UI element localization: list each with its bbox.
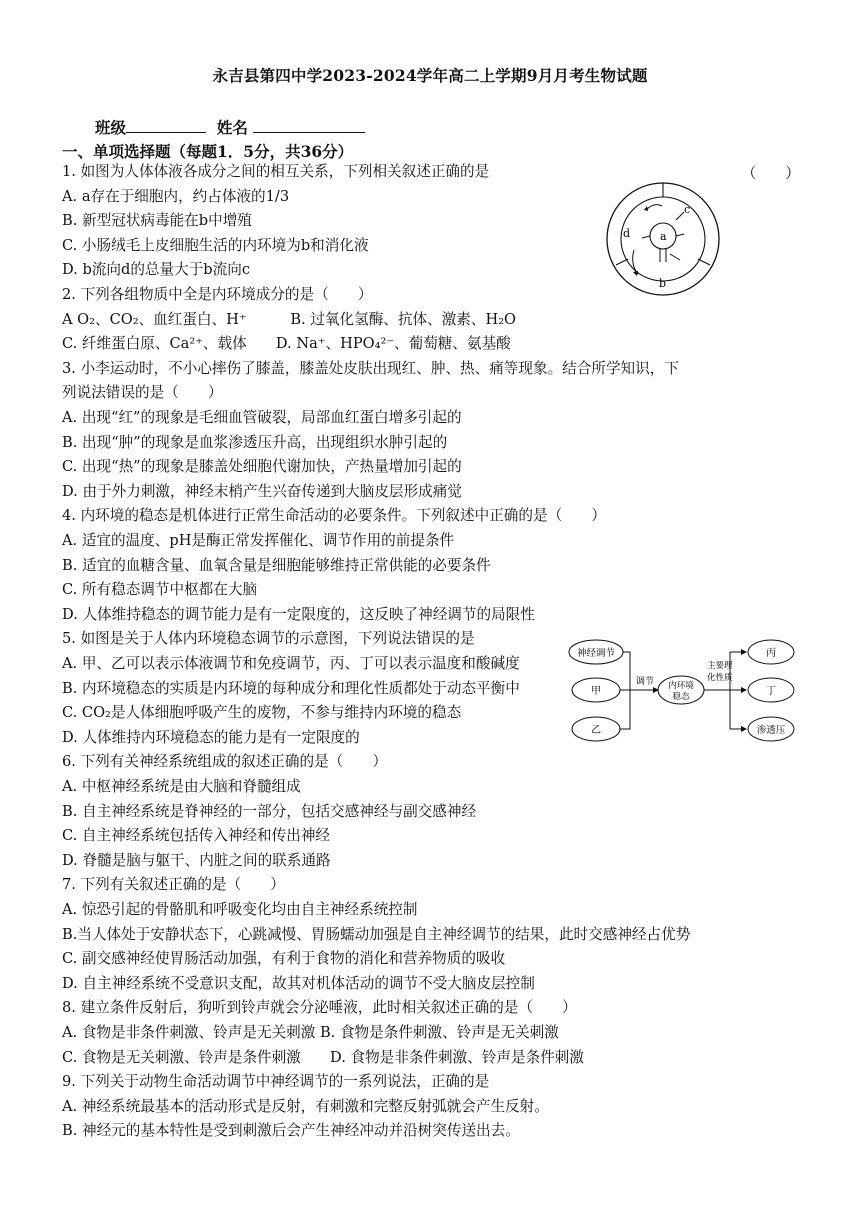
- question-line: D. 自主神经系统不受意识支配，故其对机体活动的调节不受大脑皮层控制: [62, 974, 535, 992]
- question-line: D. 由于外力刺激，神经末梢产生兴奋传递到大脑皮层形成痛觉: [62, 482, 462, 500]
- student-info-line: [95, 116, 365, 138]
- question-line: B.当人体处于安静状态下，心跳减慢、胃肠蠕动加强是自主神经调节的结果，此时交感神经占优势: [62, 925, 691, 943]
- question-line: 8. 建立条件反射后，狗听到铃声就会分泌唾液，此时相关叙述正确的是（ ）: [62, 999, 577, 1017]
- question-line: A. 出现“红”的现象是毛细血管破裂，局部血红蛋白增多引起的: [62, 409, 462, 426]
- question-line: B. 内环境稳态的实质是内环境的每种成分和理化性质都处于动态平衡中: [62, 679, 520, 697]
- question-line: C. 食物是无关刺激、铃声是条件刺激 D. 食物是非条件刺激、铃声是条件刺激: [62, 1048, 584, 1066]
- question-line: D. b流向d的总量大于b流向c: [62, 261, 251, 279]
- arrows-down: [660, 248, 666, 262]
- arrow-head-left: [633, 271, 638, 276]
- question-line: A. 中枢神经系统是由大脑和脊髓组成: [62, 778, 301, 795]
- question-line: C. 自主神经系统包括传入神经和传出神经: [62, 827, 331, 845]
- question-line: C. 小肠绒毛上皮细胞生活的内环境为b和消化液: [62, 236, 369, 254]
- label-c: c: [684, 203, 691, 216]
- node-osmotic-label: 渗透压: [756, 725, 786, 736]
- question-line: C. 纤维蛋白原、Ca²⁺、载体 D. Na⁺、HPO₄²⁻、葡萄糖、氨基酸: [62, 335, 511, 353]
- node-jia-label: 甲: [591, 686, 601, 697]
- arrow-left: [633, 250, 638, 274]
- question-line: C. 副交感神经使胃肠活动加强，有利于食物的消化和营养物质的吸收: [62, 950, 506, 968]
- question-line: C. CO₂是人体细胞呼吸产生的废物，不参与维持内环境的稳态: [62, 704, 462, 722]
- question-line: 5. 如图是关于人体内环境稳态调节的示意图，下列说法错误的是: [62, 630, 475, 648]
- label-a: a: [660, 230, 667, 243]
- class-blank[interactable]: [126, 118, 206, 133]
- question-line: B. 出现“肿”的现象是血浆渗透压升高，出现组织水肿引起的: [62, 433, 448, 451]
- answer-paren: （ ）: [741, 165, 800, 182]
- question-line: A. 甲、乙可以表示体液调节和免疫调节，丙、丁可以表示温度和酸碱度: [62, 655, 520, 672]
- label-props-2: 化性质: [707, 673, 733, 683]
- question-line: A. 适宜的温度、pH是酶正常发挥催化、调节作用的前提条件: [62, 532, 455, 549]
- section-heading: 一、单项选择题（每题1．5分，共36分）: [62, 142, 354, 161]
- node-shenjing-label: 神经调节: [576, 648, 616, 659]
- node-yi-label: 乙: [591, 725, 601, 736]
- label-d: d: [623, 227, 631, 240]
- name-blank[interactable]: [253, 118, 365, 133]
- question-line: A. 惊恐引起的骨骼肌和呼吸变化均由自主神经系统控制: [62, 901, 418, 918]
- divider-right: [698, 259, 710, 265]
- question-line: 9. 下列关于动物生命活动调节中神经调节的一系列说法，正确的是: [62, 1073, 490, 1091]
- arrow-head-top: [644, 206, 648, 211]
- question-line: D. 脊髓是脑与躯干、内脏之间的联系通路: [62, 851, 331, 869]
- node-homeostasis-label: 内环境: [668, 681, 694, 691]
- body-fluid-diagram: [604, 180, 722, 298]
- question-line: A. 神经系统最基本的活动形式是反射，有刺激和完整反射弧就会产生反射。: [62, 1097, 549, 1115]
- question-line: A O₂、CO₂、血红蛋白、H⁺ B. 过氧化氢酶、抗体、激素、H₂O: [62, 310, 517, 328]
- question-line: 1. 如图为人体体液各成分之间的相互关系，下列相关叙述正确的是: [62, 163, 490, 180]
- node-bing-label: 丙: [766, 648, 776, 659]
- question-line: D. 人体维持稳态的调节能力是有一定限度的，这反映了神经调节的局限性: [62, 605, 535, 623]
- question-line: B. 神经元的基本特性是受到刺激后会产生神经冲动并沿树突传送出去。: [62, 1122, 520, 1140]
- arrow-top: [646, 205, 662, 210]
- homeostasis-diagram: [566, 636, 802, 748]
- class-label: 班级: [95, 118, 127, 137]
- left-bracket: [620, 652, 630, 729]
- question-line: A. 食物是非条件刺激、铃声是无关刺激 B. 食物是条件刺激、铃声是无关刺激: [62, 1024, 559, 1041]
- question-line: 4. 内环境的稳态是机体进行正常生命活动的必要条件。下列叙述中正确的是（ ）: [62, 507, 606, 525]
- question-line: A. a存在于细胞内，约占体液的1/3: [62, 187, 290, 205]
- question-line: 7. 下列有关叙述正确的是（ ）: [62, 876, 285, 894]
- question-line: 3. 小李运动时，不小心摔伤了膝盖，膝盖处皮肤出现红、肿、热、痛等现象。结合所学知识，下: [62, 359, 679, 377]
- question-line: B. 新型冠状病毒能在b中增殖: [62, 212, 252, 230]
- label-regulate: 调节: [636, 677, 655, 687]
- exam-title: 永吉县第四中学2023-2024学年高二上学期9月月考生物试题: [212, 66, 648, 85]
- question-line: 列说法错误的是（ ）: [62, 384, 223, 402]
- question-line: B. 适宜的血糖含量、血氧含量是细胞能够维持正常供能的必要条件: [62, 556, 491, 574]
- divider-left: [616, 259, 628, 265]
- name-label: 姓名: [216, 118, 248, 137]
- label-props: 主要理: [707, 661, 733, 671]
- label-b: b: [659, 277, 667, 290]
- question-line: D. 人体维持内环境稳态的能力是有一定限度的: [62, 728, 360, 746]
- question-line: B. 自主神经系统是脊神经的一部分，包括交感神经与副交感神经: [62, 802, 477, 820]
- node-ding-label: 丁: [766, 686, 776, 697]
- question-line: C. 所有稳态调节中枢都在大脑: [62, 581, 258, 599]
- question-line: 2. 下列各组物质中全是内环境成分的是（ ）: [62, 286, 373, 303]
- question-line: 6. 下列有关神经系统组成的叙述正确的是（ ）: [62, 753, 388, 771]
- question-line: C. 出现“热”的现象是膝盖处细胞代谢加快，产热量增加引起的: [62, 458, 462, 476]
- node-homeostasis-label-2: 稳态: [672, 692, 690, 702]
